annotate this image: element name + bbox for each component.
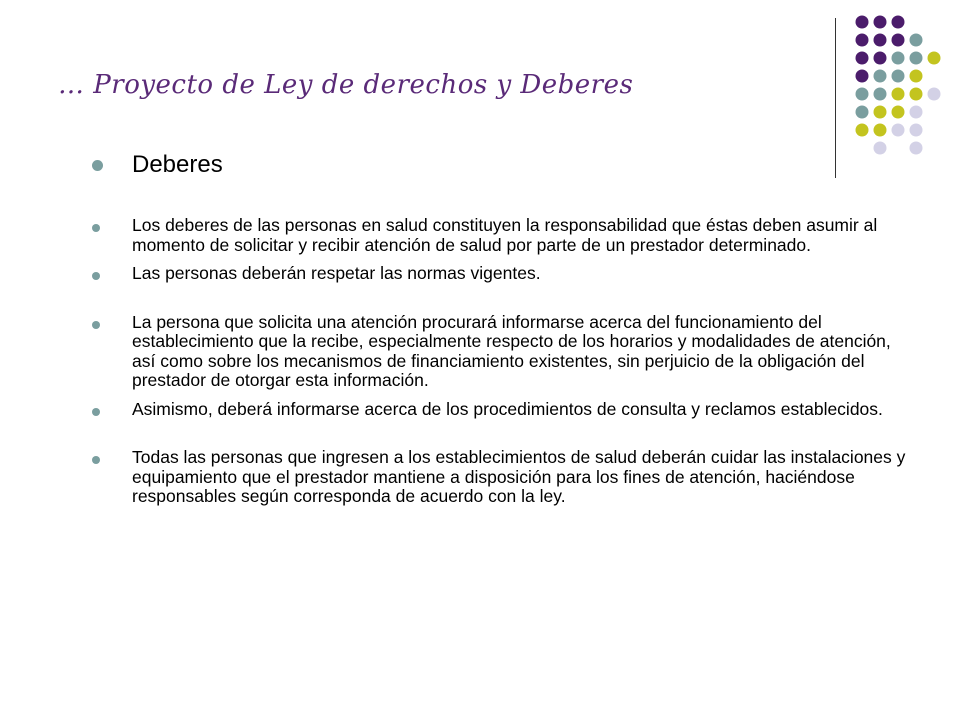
list-item-text: Los deberes de las personas en salud constituyen la responsabilidad que éstas deben asumir al momento de solicitar y recibir atención de salud por parte de un prestador determinado.: [132, 215, 878, 255]
decorative-dot: [874, 70, 887, 83]
bullet-dot-icon: [92, 408, 100, 416]
decorative-dot: [892, 106, 905, 119]
decorative-dot: [874, 16, 887, 29]
decorative-dot: [928, 52, 941, 65]
decorative-dot: [874, 88, 887, 101]
slide-body: [92, 148, 912, 507]
decorative-dot: [874, 52, 887, 65]
list-item-text: Las personas deberán respetar las normas vigentes.: [132, 263, 541, 283]
bullet-dot-icon: [92, 224, 100, 232]
list-item: [92, 216, 912, 255]
list-item-text: La persona que solicita una atención procurará informarse acerca del funcionamiento del establecimiento que la recibe, especialmente respecto de los horarios y modalidades de atención, así como sobre los mecanismos de financiamiento existentes, sin perjuicio de la obligación del prestador de otorgar esta información.: [132, 311, 891, 390]
decorative-dot: [856, 34, 869, 47]
decorative-dot: [892, 34, 905, 47]
decorative-dot: [910, 124, 923, 137]
decorative-dot: [856, 106, 869, 119]
decorative-dot: [856, 16, 869, 29]
list-item: [92, 313, 912, 391]
decorative-dot: [910, 88, 923, 101]
decorative-dot: [892, 52, 905, 65]
slide-title: … Proyecto de Ley de derechos y Deberes: [58, 70, 634, 100]
decorative-dot: [928, 88, 941, 101]
decorative-dot: [910, 70, 923, 83]
bullet-dot-icon: [92, 456, 100, 464]
decorative-dot: [874, 34, 887, 47]
list-item: [92, 400, 912, 420]
heading-bullet: [92, 148, 912, 182]
list-item: [92, 448, 912, 507]
decorative-dot: [892, 88, 905, 101]
decorative-dot: [874, 106, 887, 119]
bullet-dot-icon: [92, 272, 100, 280]
list-item: [92, 264, 912, 284]
decorative-dot: [892, 70, 905, 83]
decorative-dot: [910, 52, 923, 65]
bullet-dot-icon: [92, 160, 103, 171]
decorative-dot: [874, 124, 887, 137]
decorative-dot: [910, 34, 923, 47]
decorative-dot: [856, 124, 869, 137]
bullet-dot-icon: [92, 321, 100, 329]
decorative-dot: [910, 106, 923, 119]
decorative-dot: [856, 52, 869, 65]
list-item-text: Asimismo, deberá informarse acerca de los procedimientos de consulta y reclamos establecidos.: [132, 398, 883, 419]
decorative-dot: [892, 16, 905, 29]
section-heading: Deberes: [132, 151, 223, 178]
list-item-text: Todas las personas que ingresen a los establecimientos de salud deberán cuidar las instalaciones y equipamiento que el prestador mantiene a disposición para los fines de atención, haciéndose responsables según corresponda de acuerdo con la ley.: [132, 447, 906, 506]
decorative-dot: [856, 70, 869, 83]
decorative-dot: [892, 124, 905, 137]
decorative-dot: [856, 88, 869, 101]
